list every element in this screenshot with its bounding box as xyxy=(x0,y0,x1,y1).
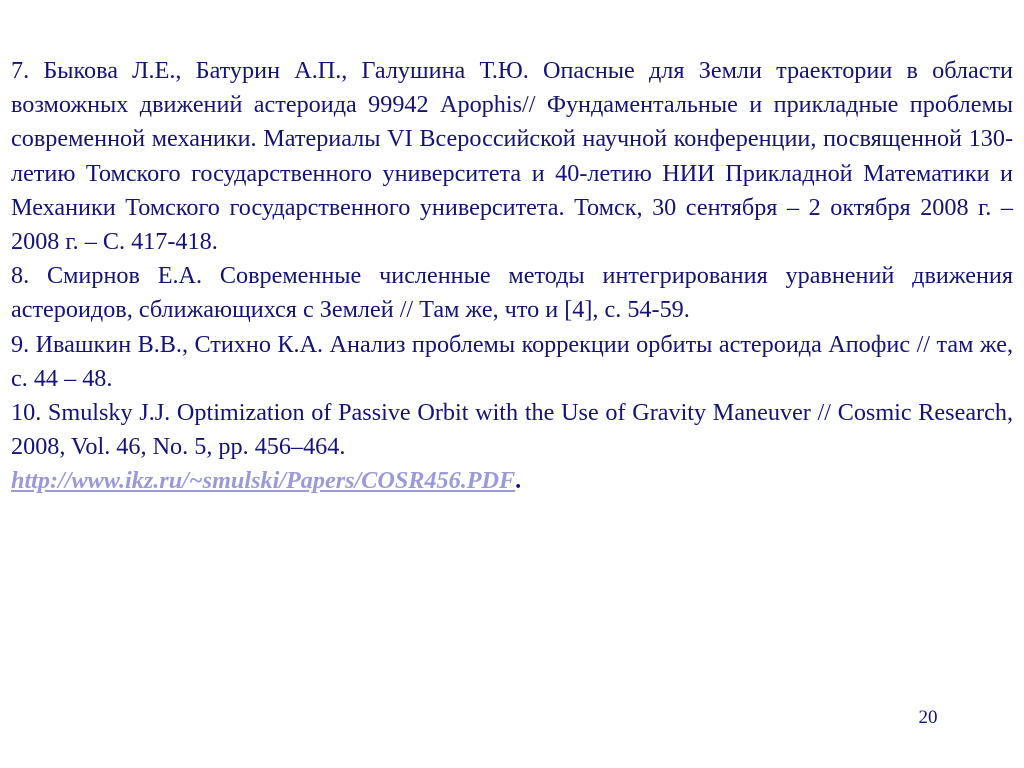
reference-item-10 xyxy=(11,396,1013,499)
reference-link-period: . xyxy=(515,467,522,495)
page-number: 20 xyxy=(918,707,938,728)
reference-item-7: 7. Быкова Л.Е., Батурин А.П., Галушина Т.Ю. Опасные для Земли траектории в области возможных движений астероида 99942 Apophis// Фундаментальные и прикладные проблемы современной механики. Материалы VI Всероссийской научной конференции, посвященной 130-летию Томского государственного университета и 40-летию НИИ Прикладной Математики и Механики Томского государственного университета. Томск, 30 сентября – 2 октября 2008 г. – 2008 г. – С. 417-418. xyxy=(11,57,1013,256)
reference-item-8: 8. Смирнов Е.А. Современные численные методы интегрирования уравнений движения астероидов, сближающихся с Землей // Там же, что и [4], с. 54-59. xyxy=(11,262,1013,324)
reference-link-line xyxy=(11,464,1013,498)
reference-link[interactable]: http://www.ikz.ru/~smulski/Papers/COSR456.PDF xyxy=(11,467,516,495)
reference-item-10-text: 10. Smulsky J.J. Optimization of Passive Orbit with the Use of Gravity Maneuver // Cosmic Research, 2008, Vol. 46, No. 5, pp. 456–464. xyxy=(11,399,1013,461)
reference-list xyxy=(11,54,1013,499)
reference-item-9: 9. Ивашкин В.В., Стихно К.А. Анализ проблемы коррекции орбиты астероида Апофис // там же, с. 44 – 48. xyxy=(11,330,1013,392)
